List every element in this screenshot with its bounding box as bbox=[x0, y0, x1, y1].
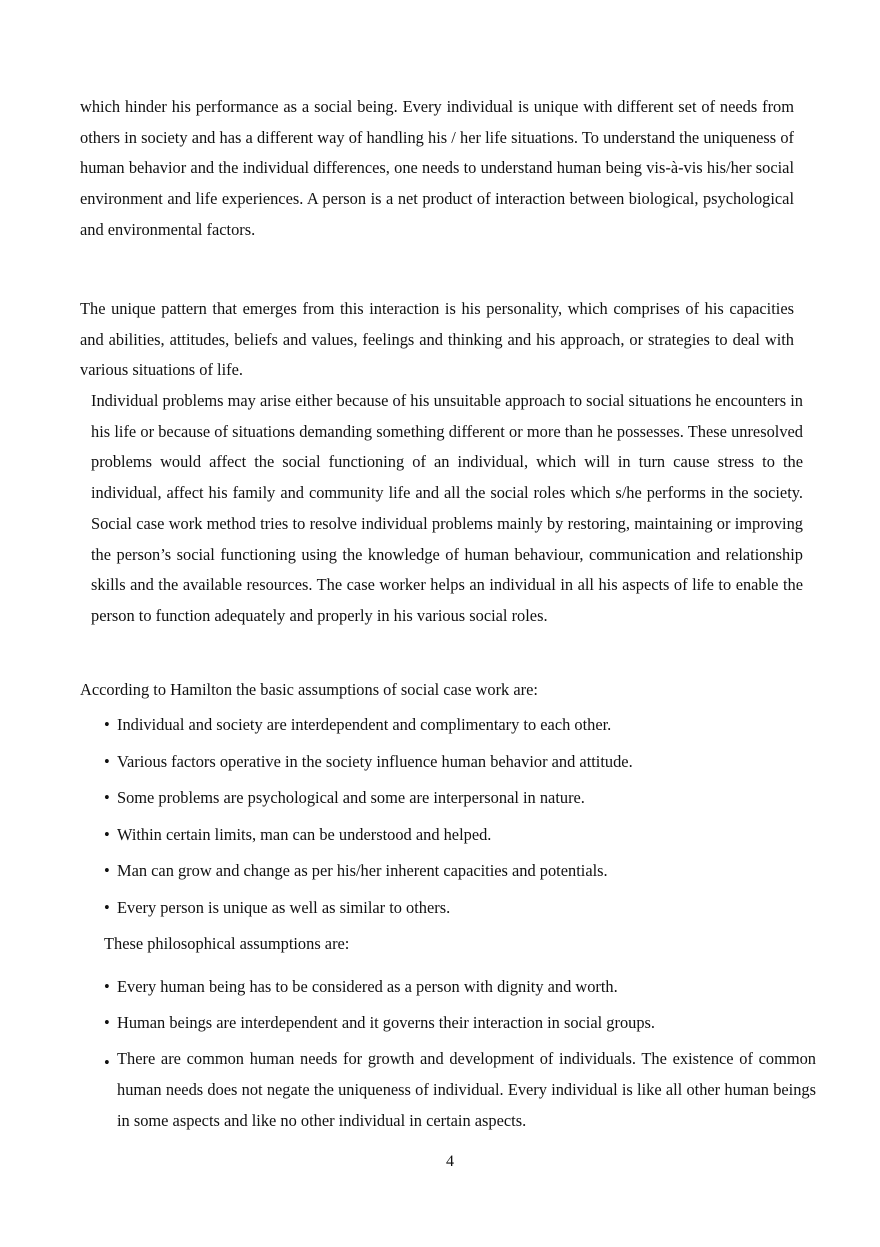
list-item bbox=[104, 787, 804, 824]
assumptions-list bbox=[104, 714, 804, 934]
list-item bbox=[104, 976, 816, 1012]
bullet-icon: • bbox=[104, 1053, 110, 1072]
paragraph-3: Individual problems may arise either because of his unsuitable approach to social situations he encounters in his life or because of situations demanding something different or more than he possesses. These unresolved problems would affect the social functioning of an individual, which will in turn cause stress to the individual, affect his family and community life and all the social roles which s/he performs in the society. Social case work method tries to resolve individual problems mainly by restoring, maintaining or improving the person’s social functioning using the knowledge of human behaviour, communication and relationship skills and the available resources. The case worker helps an individual in all his aspects of life to enable the person to function adequately and properly in his various social roles. bbox=[91, 391, 803, 625]
paragraph-2: The unique pattern that emerges from this interaction is his personality, which comprises of his capacities and abilities, attitudes, beliefs and values, feelings and thinking and his approach, or strategies to deal with various situations of life. bbox=[80, 299, 794, 380]
list-item bbox=[104, 897, 804, 934]
list-item-text: There are common human needs for growth and development of individuals. The existence of common human needs does not negate the uniqueness of individual. Every individual is like all other human beings in some aspects and like no other individual in certain aspects. bbox=[117, 1049, 816, 1130]
philosophical-list bbox=[104, 976, 816, 1136]
assumptions-intro: According to Hamilton the basic assumptions of social case work are: bbox=[80, 680, 538, 699]
list-item bbox=[104, 714, 804, 751]
list-item-text: Every person is unique as well as similar to others. bbox=[117, 897, 451, 917]
list-item bbox=[104, 860, 804, 897]
list-item-text: Human beings are interdependent and it governs their interaction in social groups. bbox=[117, 1013, 656, 1032]
bullet-icon: • bbox=[104, 861, 110, 881]
paragraph-1: which hinder his performance as a social being. Every individual is unique with different set of needs from others in society and has a different way of handling his / her life situations. To understand the uniqueness of human behavior and the individual differences, one needs to understand human being vis-à-vis his/her social environment and life experiences. A person is a net product of interaction between biological, psychological and environmental factors. bbox=[80, 97, 794, 239]
list-item-text: Individual and society are interdependent and complimentary to each other. bbox=[117, 715, 612, 734]
bullet-icon: • bbox=[104, 824, 110, 844]
list-item bbox=[104, 751, 804, 788]
bullet-icon: • bbox=[104, 977, 110, 996]
bullet-icon: • bbox=[104, 1013, 110, 1032]
page-number: 4 bbox=[446, 1153, 454, 1170]
bullet-icon: • bbox=[104, 788, 110, 808]
list-item bbox=[104, 1044, 816, 1136]
bullet-icon: • bbox=[104, 751, 110, 771]
list-item bbox=[104, 1012, 816, 1048]
list-item-text: Some problems are psychological and some are interpersonal in nature. bbox=[117, 788, 585, 808]
list-item-text: Within certain limits, man can be understood and helped. bbox=[117, 824, 492, 844]
list-item-text: Man can grow and change as per his/her inherent capacities and potentials. bbox=[117, 861, 608, 881]
list-item-text: Various factors operative in the society influence human behavior and attitude. bbox=[117, 751, 633, 771]
list-item bbox=[104, 824, 804, 861]
philosophical-intro: These philosophical assumptions are: bbox=[104, 934, 350, 953]
list-item-text: Every human being has to be considered as a person with dignity and worth. bbox=[117, 977, 618, 996]
bullet-icon: • bbox=[104, 897, 110, 917]
bullet-icon: • bbox=[104, 715, 110, 734]
